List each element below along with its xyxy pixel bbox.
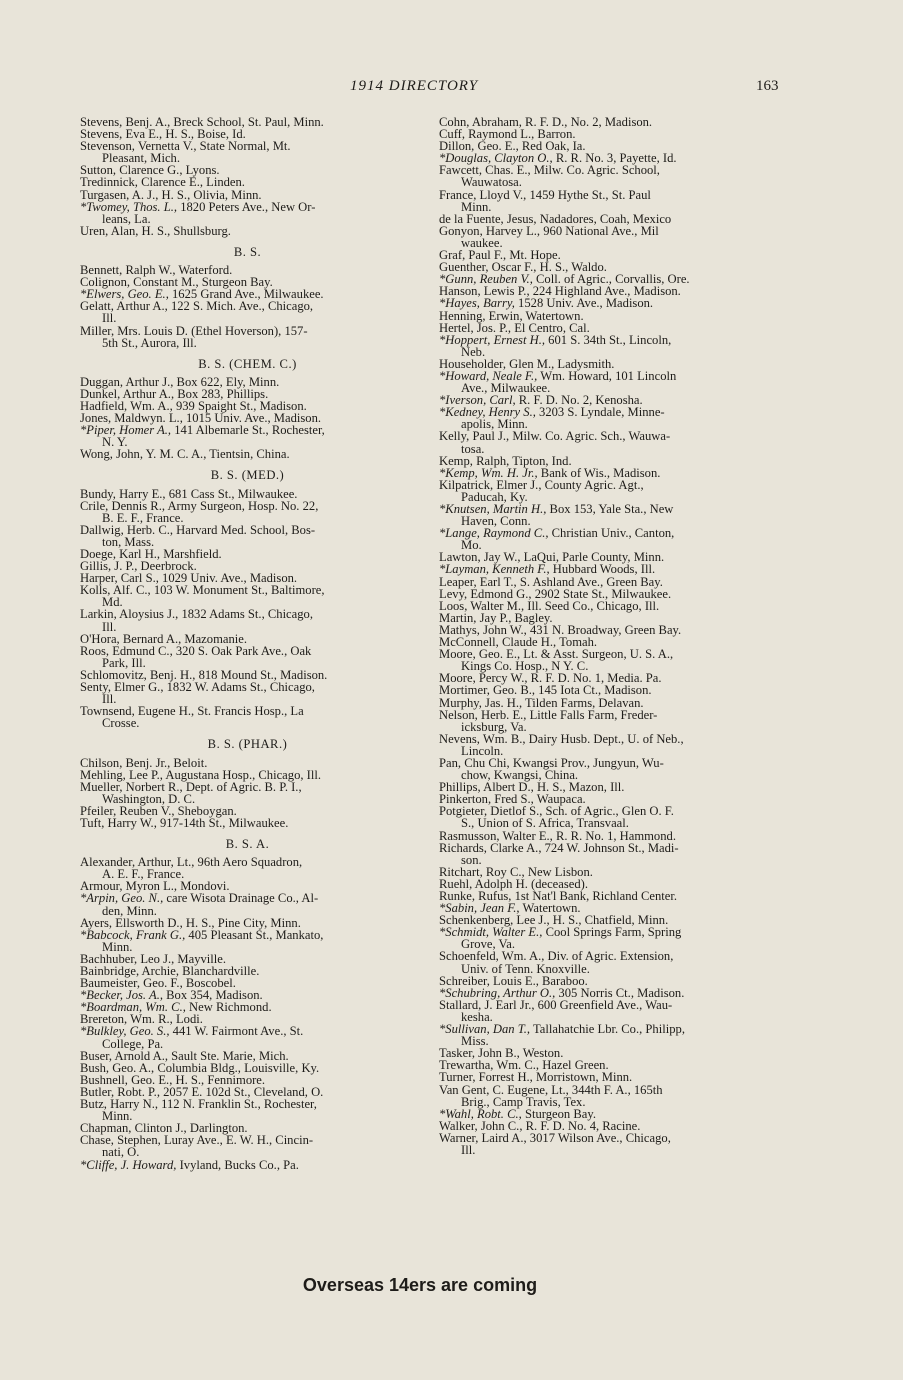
- entry-line: Stevenson, Vernetta V., State Normal, Mt.: [80, 139, 291, 154]
- footer-slogan: Overseas 14ers are coming: [302, 1275, 538, 1295]
- entry-line: Gelatt, Arthur A., 122 S. Mich. Ave., Chicago,: [80, 299, 314, 314]
- entry-continuation: S., Union of S. Africa, Transvaal.: [461, 816, 629, 831]
- entry-continuation: Grove, Va.: [461, 937, 515, 952]
- directory-entry: [439, 1023, 779, 1047]
- directory-entry: [439, 999, 779, 1023]
- entry-continuation: Washington, D. C.: [102, 791, 196, 806]
- entry-line: Pinkerton, Fred S., Waupaca.: [439, 792, 586, 807]
- entry-line: Hubbard Woods, Ill.: [549, 562, 656, 577]
- entry-continuation: Minn.: [102, 1109, 133, 1124]
- entry-continuation: Mo.: [461, 538, 482, 553]
- entry-line: Kilpatrick, Elmer J., County Agric. Agt.,: [439, 477, 644, 492]
- entry-line: Butz, Harry N., 112 N. Franklin St., Rochester,: [80, 1097, 317, 1112]
- directory-entry: [80, 608, 415, 632]
- entry-line: Kelly, Paul J., Milw. Co. Agric. Sch., Wauwa-: [439, 429, 671, 444]
- entry-line: R. F. D. No. 2, Kenosha.: [515, 393, 643, 408]
- member-name-italic: *Kedney, Henry S.,: [439, 405, 536, 420]
- entry-line: Leaper, Earl T., S. Ashland Ave., Green Bay.: [439, 574, 663, 589]
- entry-continuation: Haven, Conn.: [461, 514, 531, 529]
- entry-continuation: Miss.: [461, 1034, 489, 1049]
- entry-line: Potgieter, Dietlof S., Sch. of Agric., Glen O. F.: [439, 804, 674, 819]
- entry-line: Sutton, Clarence G., Lyons.: [80, 163, 220, 178]
- entry-line: Watertown.: [519, 901, 581, 916]
- directory-entry: [80, 892, 415, 916]
- entry-line: Dillon, Geo. E., Red Oak, Ia.: [439, 139, 586, 154]
- member-name-italic: *Hoppert, Ernest H.,: [439, 332, 545, 347]
- entry-continuation: Ill.: [102, 619, 117, 634]
- entry-continuation: chow, Kwangsi, China.: [461, 768, 579, 783]
- entry-line: Trewartha, Wm. C., Hazel Green.: [439, 1058, 609, 1073]
- directory-entry: [439, 926, 779, 950]
- entry-continuation: B. E. F., France.: [102, 510, 184, 525]
- entry-line: Schreiber, Louis E., Baraboo.: [439, 973, 588, 988]
- entry-continuation: Pleasant, Mich.: [102, 151, 180, 166]
- entry-continuation: Minn.: [461, 199, 492, 214]
- entry-line: Nevens, Wm. B., Dairy Husb. Dept., U. of Neb.,: [439, 731, 684, 746]
- directory-entry: [80, 705, 415, 729]
- member-name-italic: *Layman, Kenneth F.,: [439, 562, 550, 577]
- entry-line: 305 Norris Ct., Madison.: [555, 985, 685, 1000]
- entry-line: Brereton, Wm. R., Lodi.: [80, 1012, 203, 1027]
- entry-line: Bainbridge, Archie, Blanchardville.: [80, 964, 260, 978]
- running-head: 1914 DIRECTORY: [350, 78, 479, 94]
- directory-entry: [439, 950, 779, 974]
- directory-entry: [80, 1098, 415, 1122]
- directory-entry: [80, 448, 415, 460]
- directory-entry: [80, 201, 415, 225]
- directory-entry: [439, 334, 779, 358]
- entry-line: Moore, Geo. E., Lt. & Asst. Surgeon, U. S. A.,: [439, 647, 674, 662]
- directory-entry: [80, 817, 415, 829]
- entry-line: Harper, Carl S., 1029 Univ. Ave., Madison.: [80, 571, 298, 586]
- section-heading: B. S. (PHAR.): [207, 737, 288, 752]
- entry-line: Martin, Jay P., Bagley.: [439, 610, 553, 625]
- section-heading: B. S.: [233, 244, 262, 259]
- entry-line: Stallard, J. Earl Jr., 600 Greenfield Ave., Wau-: [439, 997, 673, 1012]
- entry-line: Jones, Maldwyn. L., 1015 Univ. Ave., Madison.: [80, 411, 322, 426]
- section-heading: B. S. A.: [225, 837, 270, 852]
- entry-line: 141 Albemarle St., Rochester,: [171, 423, 325, 438]
- entry-line: Rasmusson, Walter E., R. R. No. 1, Hammond.: [439, 828, 676, 843]
- directory-entry: [439, 189, 779, 213]
- entry-line: Bundy, Harry E., 681 Cass St., Milwaukee.: [80, 486, 298, 501]
- member-name-italic: *Wahl, Robt. C.,: [439, 1106, 522, 1121]
- entry-continuation: Lincoln.: [461, 743, 504, 758]
- entry-continuation: N. Y.: [102, 435, 128, 450]
- member-name-italic: *Knutsen, Martin H.,: [439, 502, 547, 516]
- entry-line: Guenther, Oscar F., H. S., Waldo.: [439, 260, 607, 275]
- entry-line: Cuff, Raymond L., Barron.: [439, 127, 576, 142]
- entry-line: Senty, Elmer G., 1832 W. Adams St., Chicago,: [80, 680, 315, 695]
- entry-continuation: Brig., Camp Travis, Tex.: [461, 1094, 586, 1109]
- entry-line: Graf, Paul F., Mt. Hope.: [439, 248, 561, 263]
- entry-continuation: Crosse.: [102, 716, 140, 731]
- entry-line: Fawcett, Chas. E., Milw. Co. Agric. School,: [439, 163, 660, 178]
- entry-continuation: Kings Co. Hosp., N Y. C.: [461, 659, 589, 674]
- entry-line: 1625 Grand Ave., Milwaukee.: [168, 287, 324, 302]
- directory-entry: [439, 842, 779, 866]
- directory-entry: [439, 733, 779, 757]
- entry-line: Murphy, Jas. H., Tilden Farms, Delavan.: [439, 695, 644, 710]
- directory-entry: [439, 1132, 779, 1156]
- directory-entry: [439, 406, 779, 430]
- directory-entry: [80, 300, 415, 324]
- directory-entry: [439, 709, 779, 733]
- entry-line: Runke, Rufus, 1st Nat'l Bank, Richland Center.: [439, 889, 678, 903]
- entry-line: Larkin, Aloysius J., 1832 Adams St., Chicago,: [80, 607, 313, 622]
- entry-line: Chase, Stephen, Luray Ave., E. W. H., Cincin-: [80, 1133, 314, 1148]
- entry-line: Hadfield, Wm. A., 939 Spaight St., Madison.: [80, 398, 307, 413]
- member-name-italic: *Douglas, Clayton O.,: [439, 151, 553, 166]
- entry-line: Wm. Howard, 101 Lincoln: [537, 368, 677, 383]
- entry-line: Pfeiler, Reuben V., Sheboygan.: [80, 803, 237, 818]
- entry-line: Uren, Alan, H. S., Shullsburg.: [80, 223, 231, 238]
- entry-line: Henning, Erwin, Watertown.: [439, 308, 584, 323]
- directory-entry: [439, 1084, 779, 1108]
- entry-continuation: nati, O.: [102, 1145, 140, 1160]
- entry-line: Bachhuber, Leo J., Mayville.: [80, 951, 227, 966]
- entry-continuation: Wauwatosa.: [461, 175, 522, 190]
- entry-line: Miller, Mrs. Louis D. (Ethel Hoverson), 157-: [80, 323, 308, 338]
- entry-continuation: 5th St., Aurora, Ill.: [102, 335, 197, 350]
- entry-continuation: tosa.: [461, 441, 485, 456]
- directory-entry: [80, 225, 415, 237]
- entry-line: 1528 Univ. Ave., Madison.: [514, 296, 654, 311]
- entry-continuation: Ill.: [102, 311, 117, 326]
- entry-continuation: apolis, Minn.: [461, 417, 528, 432]
- entry-line: 405 Pleasant St., Mankato,: [185, 927, 324, 942]
- entry-continuation: Minn.: [102, 939, 133, 954]
- entry-line: Bush, Geo. A., Columbia Bldg., Louisville, Ky.: [80, 1060, 320, 1075]
- entry-line: Ivyland, Bucks Co., Pa.: [176, 1157, 299, 1172]
- right-column: [439, 116, 779, 1156]
- directory-entry: [80, 929, 415, 953]
- entry-line: Townsend, Eugene H., St. Francis Hosp., La: [80, 704, 304, 719]
- entry-line: Moore, Percy W., R. F. D. No. 1, Media. Pa.: [439, 671, 662, 686]
- entry-continuation: Neb.: [461, 344, 486, 359]
- entry-line: Kemp, Ralph, Tipton, Ind.: [439, 453, 572, 468]
- entry-line: Buser, Arnold A., Sault Ste. Marie, Mich.: [80, 1048, 289, 1063]
- entry-line: Tuft, Harry W., 917-14th St., Milwaukee.: [80, 815, 289, 830]
- entry-continuation: Ave., Milwaukee.: [461, 381, 551, 396]
- entry-line: Cohn, Abraham, R. F. D., No. 2, Madison.: [439, 115, 653, 129]
- member-name-italic: *Iverson, Carl,: [439, 393, 516, 408]
- entry-line: O'Hora, Bernard A., Mazomanie.: [80, 631, 247, 646]
- entry-line: Chapman, Clinton J., Darlington.: [80, 1121, 248, 1136]
- member-name-italic: *Arpin, Geo. N.,: [80, 891, 164, 906]
- directory-entry: [80, 500, 415, 524]
- entry-line: Turner, Forrest H., Morristown, Minn.: [439, 1070, 633, 1085]
- entry-line: New Richmond.: [185, 1000, 272, 1015]
- entry-line: Ritchart, Roy C., New Lisbon.: [439, 864, 593, 879]
- entry-line: Mathys, John W., 431 N. Broadway, Green Bay.: [439, 622, 682, 637]
- directory-entry: [439, 164, 779, 188]
- entry-line: 1820 Peters Ave., New Or-: [177, 199, 316, 214]
- entry-continuation: Paducah, Ky.: [461, 489, 528, 504]
- member-name-italic: *Becker, Jos. A.,: [80, 988, 163, 1003]
- entry-line: Dallwig, Herb. C., Harvard Med. School, Bos-: [80, 522, 316, 537]
- member-name-italic: *Sullivan, Dan T.,: [439, 1022, 531, 1037]
- entry-line: Mortimer, Geo. B., 145 Iota Ct., Madison.: [439, 683, 652, 698]
- directory-entry: [80, 424, 415, 448]
- entry-continuation: A. E. F., France.: [102, 867, 185, 882]
- entry-line: Pan, Chu Chi, Kwangsi Prov., Jungyun, Wu-: [439, 755, 664, 770]
- page-number: 163: [756, 78, 779, 94]
- entry-line: Baumeister, Geo. F., Boscobel.: [80, 976, 236, 991]
- entry-line: Wong, John, Y. M. C. A., Tientsin, China.: [80, 447, 290, 462]
- entry-line: Bank of Wis., Madison.: [537, 465, 661, 480]
- entry-line: Butler, Robt. P., 2057 E. 102d St., Cleveland, O.: [80, 1084, 324, 1099]
- entry-line: McConnell, Claude H., Tomah.: [439, 635, 598, 650]
- entry-continuation: waukee.: [461, 235, 503, 250]
- entry-line: Ayers, Ellsworth D., H. S., Pine City, Minn.: [80, 915, 301, 930]
- directory-entry: [439, 370, 779, 394]
- entry-line: Turgasen, A. J., H. S., Olivia, Minn.: [80, 187, 262, 202]
- entry-line: Mueller, Norbert R., Dept. of Agric. B. P. I.,: [80, 779, 302, 794]
- directory-entry: [80, 856, 415, 880]
- entry-line: care Wisota Drainage Co., Al-: [163, 891, 319, 906]
- entry-line: R. R. No. 3, Payette, Id.: [552, 151, 677, 166]
- directory-entry: [80, 1134, 415, 1158]
- section-heading: B. S. (CHEM. C.): [198, 356, 297, 371]
- entry-continuation: son.: [461, 852, 482, 867]
- entry-line: Bushnell, Geo. E., H. S., Fennimore.: [80, 1072, 266, 1087]
- directory-entry: [80, 1025, 415, 1049]
- entry-line: de la Fuente, Jesus, Nadadores, Coah, Mexico: [439, 211, 672, 226]
- left-column: [80, 116, 415, 1171]
- member-name-italic: *Hayes, Barry,: [439, 296, 515, 311]
- member-name-italic: *Boardman, Wm. C.,: [80, 1000, 186, 1015]
- entry-line: 441 W. Fairmont Ave., St.: [169, 1024, 304, 1039]
- entry-line: Stevens, Eva E., H. S., Boise, Id.: [80, 127, 246, 142]
- entry-line: Hanson, Lewis P., 224 Highland Ave., Madison.: [439, 284, 681, 299]
- entry-line: Gillis, J. P., Deerbrock.: [80, 559, 197, 574]
- member-name-italic: *Lange, Raymond C.,: [439, 526, 549, 541]
- directory-entry: [439, 805, 779, 829]
- entry-continuation: icksburg, Va.: [461, 719, 527, 734]
- entry-line: Tasker, John B., Weston.: [439, 1046, 564, 1061]
- entry-line: Chilson, Benj. Jr., Beloit.: [80, 755, 208, 770]
- entry-line: Christian Univ., Canton,: [548, 526, 675, 541]
- member-name-italic: *Kemp, Wm. H. Jr.,: [439, 465, 538, 480]
- member-name-italic: *Gunn, Reuben V.,: [439, 272, 533, 287]
- entry-line: Schenkenberg, Lee J., H. S., Chatfield, Minn.: [439, 913, 669, 928]
- entry-line: Householder, Glen M., Ladysmith.: [439, 356, 615, 371]
- directory-entry: [439, 527, 779, 551]
- entry-line: Phillips, Albert D., H. S., Mazon, Ill.: [439, 780, 625, 795]
- directory-entry: [439, 225, 779, 249]
- entry-line: Van Gent, C. Eugene, Lt., 344th F. A., 165th: [439, 1082, 663, 1097]
- section-heading: B. S. (MED.): [210, 468, 285, 483]
- entry-continuation: kesha.: [461, 1009, 493, 1024]
- member-name-italic: *Elwers, Geo. E.,: [80, 287, 169, 302]
- member-name-italic: *Piper, Homer A.,: [80, 423, 172, 438]
- directory-entry: [80, 140, 415, 164]
- entry-line: 3203 S. Lyndale, Minne-: [535, 405, 665, 420]
- entry-line: Nelson, Herb. E., Little Falls Farm, Freder-: [439, 707, 658, 722]
- entry-line: Roos, Edmund C., 320 S. Oak Park Ave., Oak: [80, 643, 312, 658]
- entry-line: Box 153, Yale Sta., New: [546, 502, 674, 516]
- entry-continuation: Md.: [102, 595, 123, 610]
- entry-line: Richards, Clarke A., 724 W. Johnson St., Madi-: [439, 840, 679, 855]
- entry-line: 601 S. 34th St., Lincoln,: [545, 332, 672, 347]
- entry-line: Lawton, Jay W., LaQui, Parle County, Minn.: [439, 550, 665, 565]
- entry-line: Dunkel, Arthur A., Box 283, Phillips.: [80, 386, 269, 401]
- directory-entry: [80, 524, 415, 548]
- entry-line: Schoenfeld, Wm. A., Div. of Agric. Extension,: [439, 949, 674, 964]
- member-name-italic: *Bulkley, Geo. S.,: [80, 1024, 170, 1039]
- directory-entry: [439, 430, 779, 454]
- entry-line: Kolls, Alf. C., 103 W. Monument St., Baltimore,: [80, 583, 325, 598]
- entry-continuation: Univ. of Tenn. Knoxville.: [461, 961, 590, 976]
- entry-continuation: Ill.: [461, 1142, 476, 1157]
- entry-line: Ruehl, Adolph H. (deceased).: [439, 876, 588, 891]
- member-name-italic: *Twomey, Thos. L.,: [80, 199, 178, 214]
- entry-line: Mehling, Lee P., Augustana Hosp., Chicago, Ill.: [80, 767, 322, 782]
- entry-line: Stevens, Benj. A., Breck School, St. Paul, Minn.: [80, 115, 324, 129]
- entry-line: Doege, Karl H., Marshfield.: [80, 547, 222, 561]
- directory-entry: [439, 479, 779, 503]
- entry-continuation: ton, Mass.: [102, 534, 155, 549]
- entry-line: Sturgeon Bay.: [521, 1106, 596, 1121]
- entry-continuation: leans, La.: [102, 211, 151, 226]
- entry-line: Tallahatchie Lbr. Co., Philipp,: [530, 1022, 685, 1037]
- entry-line: Alexander, Arthur, Lt., 96th Aero Squadron,: [80, 855, 303, 870]
- entry-line: France, Lloyd V., 1459 Hythe St., St. Paul: [439, 187, 651, 202]
- member-name-italic: *Schubring, Arthur O.,: [439, 985, 556, 1000]
- entry-line: Warner, Laird A., 3017 Wilson Ave., Chicago,: [439, 1130, 671, 1145]
- member-name-italic: *Howard, Neale F.,: [439, 368, 538, 383]
- directory-entry: [80, 781, 415, 805]
- entry-line: Schlomovitz, Benj. H., 818 Mound St., Madison.: [80, 667, 328, 682]
- member-name-italic: *Babcock, Frank G.,: [80, 927, 186, 942]
- entry-line: Walker, John C., R. F. D. No. 4, Racine.: [439, 1118, 641, 1133]
- directory-entry: [80, 1159, 415, 1171]
- directory-entry: [80, 584, 415, 608]
- directory-entry: [80, 645, 415, 669]
- entry-line: Cool Springs Farm, Spring: [542, 925, 682, 940]
- entry-line: Armour, Myron L., Mondovi.: [80, 879, 230, 894]
- entry-line: Bennett, Ralph W., Waterford.: [80, 263, 233, 278]
- entry-line: Gonyon, Harvey L., 960 National Ave., Mil: [439, 223, 659, 238]
- entry-line: Box 354, Madison.: [163, 988, 263, 1003]
- directory-entry: [80, 325, 415, 349]
- entry-continuation: Park, Ill.: [102, 655, 146, 670]
- entry-line: Hertel, Jos. P., El Centro, Cal.: [439, 320, 590, 335]
- member-name-italic: *Schmidt, Walter E.,: [439, 925, 543, 940]
- entry-continuation: den, Minn.: [102, 903, 157, 918]
- directory-entry: [439, 503, 779, 527]
- entry-continuation: Ill.: [102, 692, 117, 707]
- directory-entry: [439, 757, 779, 781]
- entry-line: Crile, Dennis R., Army Surgeon, Hosp. No. 22,: [80, 498, 319, 513]
- entry-line: Tredinnick, Clarence E., Linden.: [80, 175, 245, 190]
- directory-entry: [80, 681, 415, 705]
- entry-line: Colignon, Constant M., Sturgeon Bay.: [80, 275, 273, 290]
- directory-entry: [439, 648, 779, 672]
- entry-line: Levy, Edmond G., 2902 State St., Milwaukee.: [439, 586, 672, 601]
- entry-line: Loos, Walter M., Ill. Seed Co., Chicago, Ill.: [439, 598, 660, 613]
- member-name-italic: *Cliffe, J. Howard,: [80, 1157, 177, 1172]
- entry-line: Duggan, Arthur J., Box 622, Ely, Minn.: [80, 374, 280, 389]
- member-name-italic: *Sabin, Jean F.,: [439, 901, 520, 916]
- entry-continuation: College, Pa.: [102, 1036, 164, 1051]
- entry-line: Coll. of Agric., Corvallis, Ore.: [532, 272, 690, 287]
